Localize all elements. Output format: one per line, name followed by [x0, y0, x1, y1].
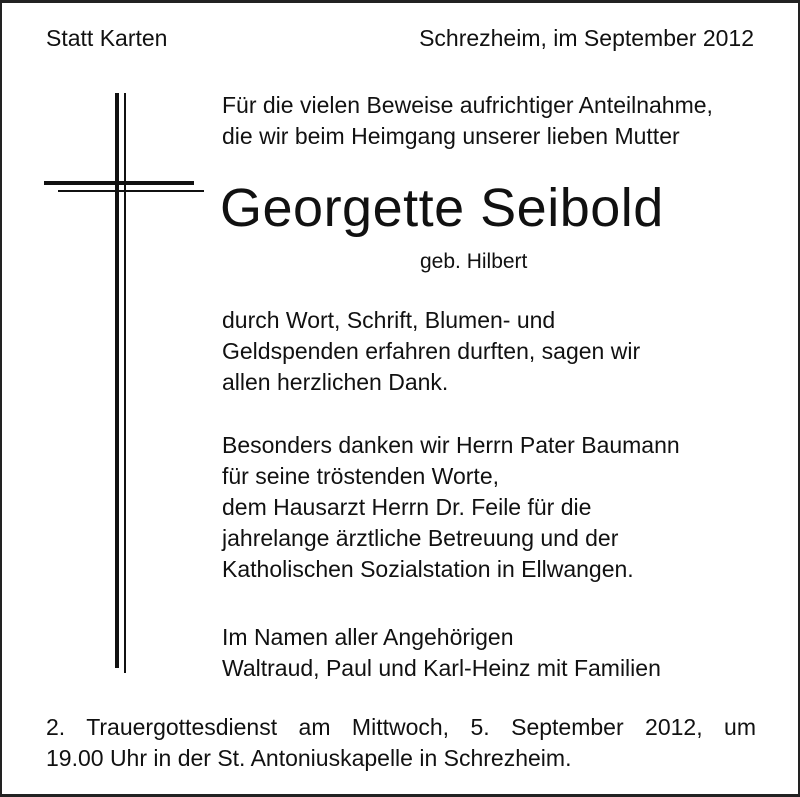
intro-line: die wir beim Heimgang unserer lieben Mutter [222, 123, 680, 149]
header-statt-karten: Statt Karten [46, 25, 168, 51]
special-thanks-line: dem Hausarzt Herrn Dr. Feile für die [222, 494, 592, 520]
special-thanks-line: Katholischen Sozialstation in Ellwangen. [222, 556, 634, 582]
thanks-paragraph [222, 305, 640, 398]
deceased-name: Georgette Seibold [220, 178, 664, 238]
cross-vertical-bar [115, 93, 119, 668]
special-thanks-line: jahrelange ärztliche Betreuung und der [222, 525, 619, 551]
signature-line: Waltraud, Paul und Karl-Heinz mit Familien [222, 655, 661, 681]
latin-cross-icon [44, 93, 204, 673]
frame-top-border [0, 0, 800, 3]
thanks-line: allen herzlichen Dank. [222, 369, 449, 395]
special-thanks-line: für seine tröstenden Worte, [222, 463, 499, 489]
cross-horizontal-bar-thin [58, 190, 204, 192]
service-line: 19.00 Uhr in der St. Antoniuskapelle in Schrezheim. [46, 745, 572, 771]
intro-text [222, 90, 713, 152]
intro-line: Für die vielen Beweise aufrichtiger Anteilnahme, [222, 92, 713, 118]
special-thanks-line: Besonders danken wir Herrn Pater Baumann [222, 432, 680, 458]
signature-block [222, 622, 661, 684]
header-place-date: Schrezheim, im September 2012 [419, 25, 754, 51]
frame-left-border [0, 0, 2, 797]
thanks-line: Geldspenden erfahren durften, sagen wir [222, 338, 641, 364]
special-thanks-paragraph [222, 430, 680, 585]
service-announcement [46, 712, 756, 774]
deceased-maiden-name: geb. Hilbert [420, 250, 528, 273]
cross-vertical-bar-thin [124, 93, 126, 673]
signature-line: Im Namen aller Angehörigen [222, 624, 514, 650]
cross-horizontal-bar [44, 181, 194, 185]
thanks-line: durch Wort, Schrift, Blumen- und [222, 307, 556, 333]
service-line: 2. Trauergottesdienst am Mittwoch, 5. September 2012, um [46, 714, 756, 740]
